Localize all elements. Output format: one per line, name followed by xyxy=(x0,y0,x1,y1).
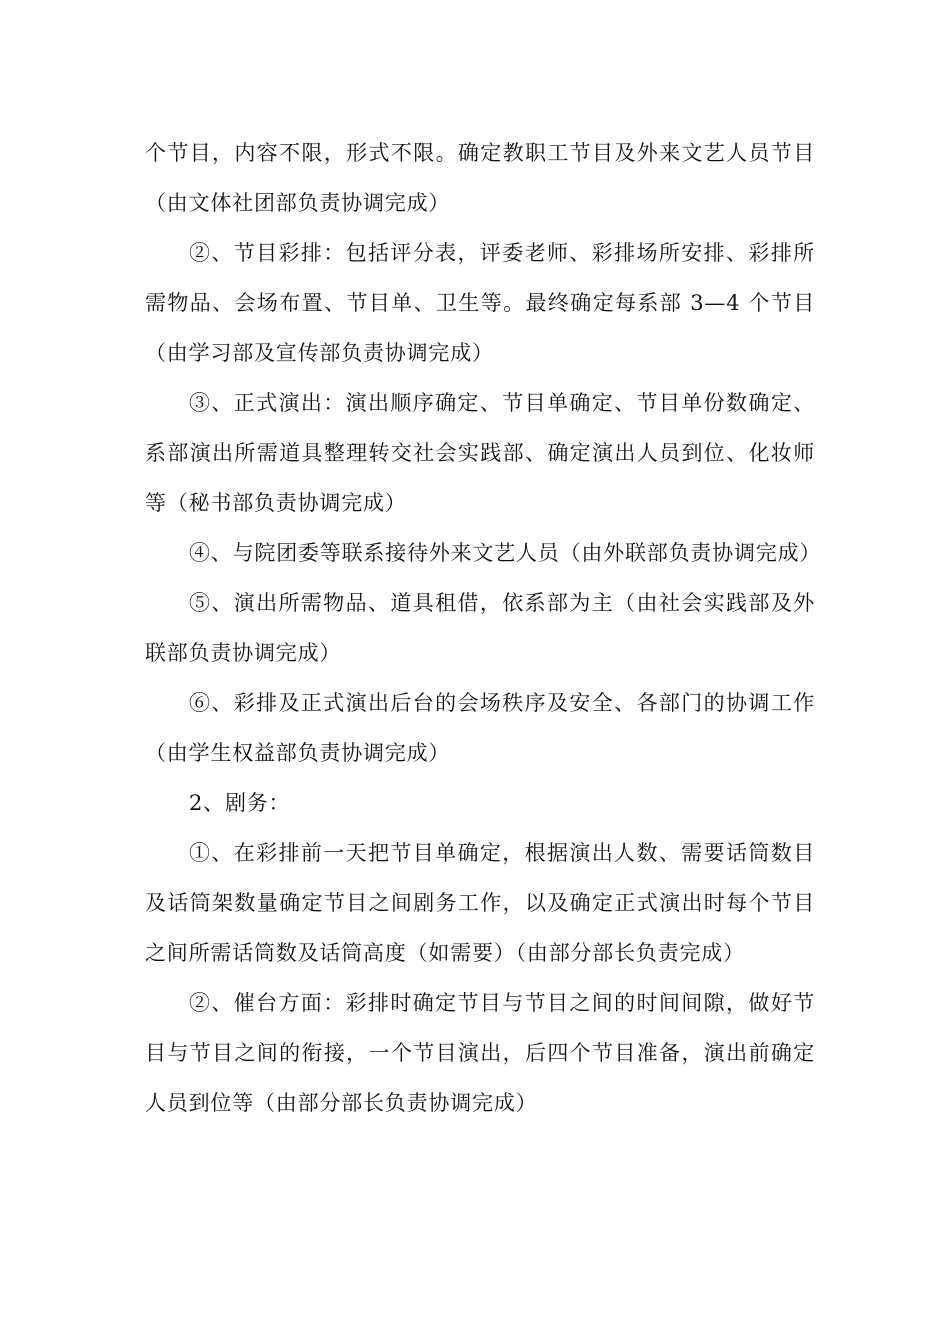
paragraph-props-rental: ⑤、演出所需物品、道具租借，依系部为主（由社会实践部及外联部负责协调完成） xyxy=(145,591,815,665)
paragraph-program-confirmation: ①、在彩排前一天把节目单确定，根据演出人数、需要话筒数目及话筒架数量确定节目之间剧务工作，以及确定正式演出时每个节目之间所需话筒数及话筒高度（如需要）（由部分部长负责完成） xyxy=(145,841,815,965)
paragraph-backstage-order: ⑥、彩排及正式演出后台的会场秩序及安全、各部门的协调工作（由学生权益部负责协调完成） xyxy=(145,691,815,765)
paragraph-stage-cueing: ②、催台方面：彩排时确定节目与节目之间的时间间隙，做好节目与节目之间的衔接，一个节目演出，后四个节目准备，演出前确定人员到位等（由部分部长负责协调完成） xyxy=(145,991,815,1115)
paragraph-official-performance: ③、正式演出：演出顺序确定、节目单确定、节目单份数确定、系部演出所需道具整理转交社会实践部、确定演出人员到位、化妆师等（秘书部负责协调完成） xyxy=(145,391,815,515)
document-body xyxy=(145,128,822,1128)
paragraph-rehearsal: ②、节目彩排：包括评分表，评委老师、彩排场所安排、彩排所需物品、会场布置、节目单、卫生等。最终确定每系部 3—4 个节目（由学习部及宣传部负责协调完成） xyxy=(145,241,815,365)
paragraph-external-artists: ④、与院团委等联系接待外来文艺人员（由外联部负责协调完成） xyxy=(189,541,822,565)
paragraph-continuation: 个节目，内容不限，形式不限。确定教职工节目及外来文艺人员节目（由文体社团部负责协调完成） xyxy=(145,141,815,215)
section-heading-stage-affairs: 2、剧务： xyxy=(189,791,291,815)
